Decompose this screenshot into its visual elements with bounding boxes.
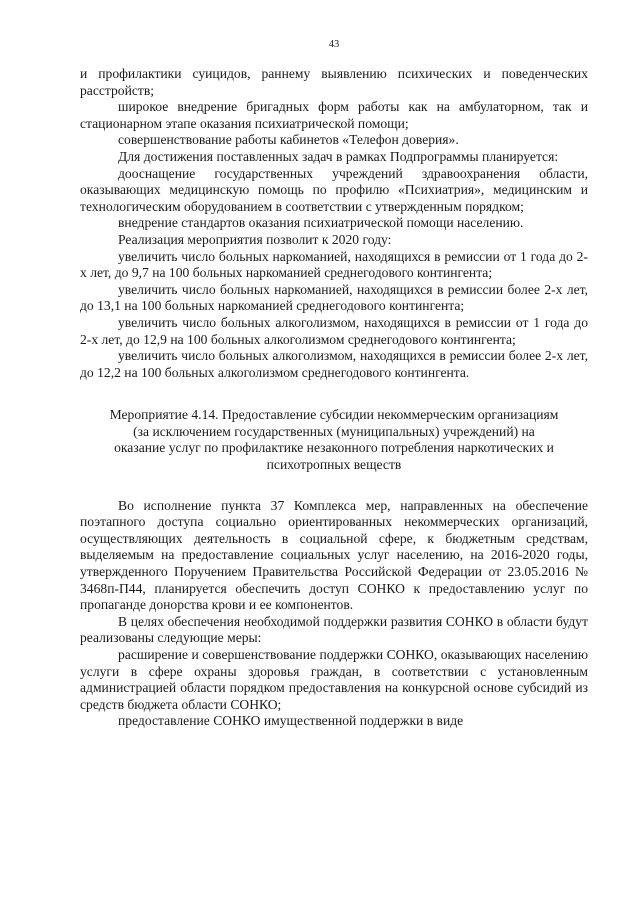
paragraph: Для достижения поставленных задач в рамках Подпрограммы планируется:: [118, 148, 559, 164]
section-heading-line: Мероприятие 4.14. Предоставление субсидии некоммерческим организациям: [109, 407, 559, 423]
paragraph: увеличить число больных наркоманией, находящихся в ремиссии от 1 года до 2-х лет, до 9,7 на 100 больных наркоманией среднегодового контингента;: [80, 248, 588, 281]
section-heading: [80, 407, 588, 473]
paragraph: широкое внедрение бригадных форм работы как на амбулаторном, так и стационарном этапе оказания психиатрической помощи;: [80, 99, 588, 131]
paragraph: и профилактики суицидов, раннему выявлению психических и поведенческих расстройств;: [80, 66, 588, 98]
paragraph: дооснащение государственных учреждений здравоохранения области, оказывающих медицинскую помощь по профилю «Психиатрия», медицинским и технологическим оборудованием в соответствии с утвержденным порядком;: [80, 165, 588, 214]
section-heading-line: психотропных веществ: [266, 457, 402, 473]
section-heading-line: (за исключением государственных (муниципальных) учреждений) на: [133, 423, 535, 439]
paragraph: увеличить число больных алкоголизмом, находящихся в ремиссии более 2-х лет, до 12,2 на 100 больных алкоголизмом среднегодового контингента.: [80, 348, 588, 380]
paragraph: расширение и совершенствование поддержки СОНКО, оказывающих населению услуги в сфере охраны здоровья граждан, в соответствии с установленным администрацией области порядком предоставления на конкурсной основе субсидий из средств бюджета области СОНКО;: [80, 647, 588, 712]
section-heading-line: оказание услуг по профилактике незаконного потребления наркотических и: [114, 440, 554, 456]
paragraph: увеличить число больных наркоманией, находящихся в ремиссии более 2-х лет, до 13,1 на 100 больных наркоманией среднегодового контингента;: [80, 281, 588, 314]
paragraph: В целях обеспечения необходимой поддержки развития СОНКО в области будут реализованы следующие меры:: [80, 613, 588, 646]
paragraph: Во исполнение пункта 37 Комплекса мер, направленных на обеспечение поэтапного доступа социально ориентированных некоммерческих организаций, осуществляющих деятельность в социальной сфере, к бюджетным средствам, выделяемым на предоставление социальных услуг населению, на 2016-2020 годы, утвержденного Поручением Правительства Российской Федерации от 23.05.2016 № 3468п-П44, планируется обеспечить доступ СОНКО к предоставлению услуг по пропаганде донорства крови и ее компонентов.: [80, 497, 588, 613]
paragraph: внедрение стандартов оказания психиатрической помощи населению.: [118, 215, 524, 231]
paragraph: увеличить число больных алкоголизмом, находящихся в ремиссии от 1 года до 2-х лет, до 12,9 на 100 больных алкоголизмом среднегодового контингента;: [80, 314, 588, 347]
paragraph: Реализация мероприятия позволит к 2020 году:: [118, 231, 392, 247]
page-number: 43: [328, 39, 340, 50]
body-text-bottom: [80, 498, 588, 730]
paragraph: предоставление СОНКО имущественной поддержки в виде: [118, 713, 464, 729]
body-text-top: [80, 66, 588, 381]
paragraph: совершенствование работы кабинетов «Телефон доверия».: [118, 132, 459, 148]
